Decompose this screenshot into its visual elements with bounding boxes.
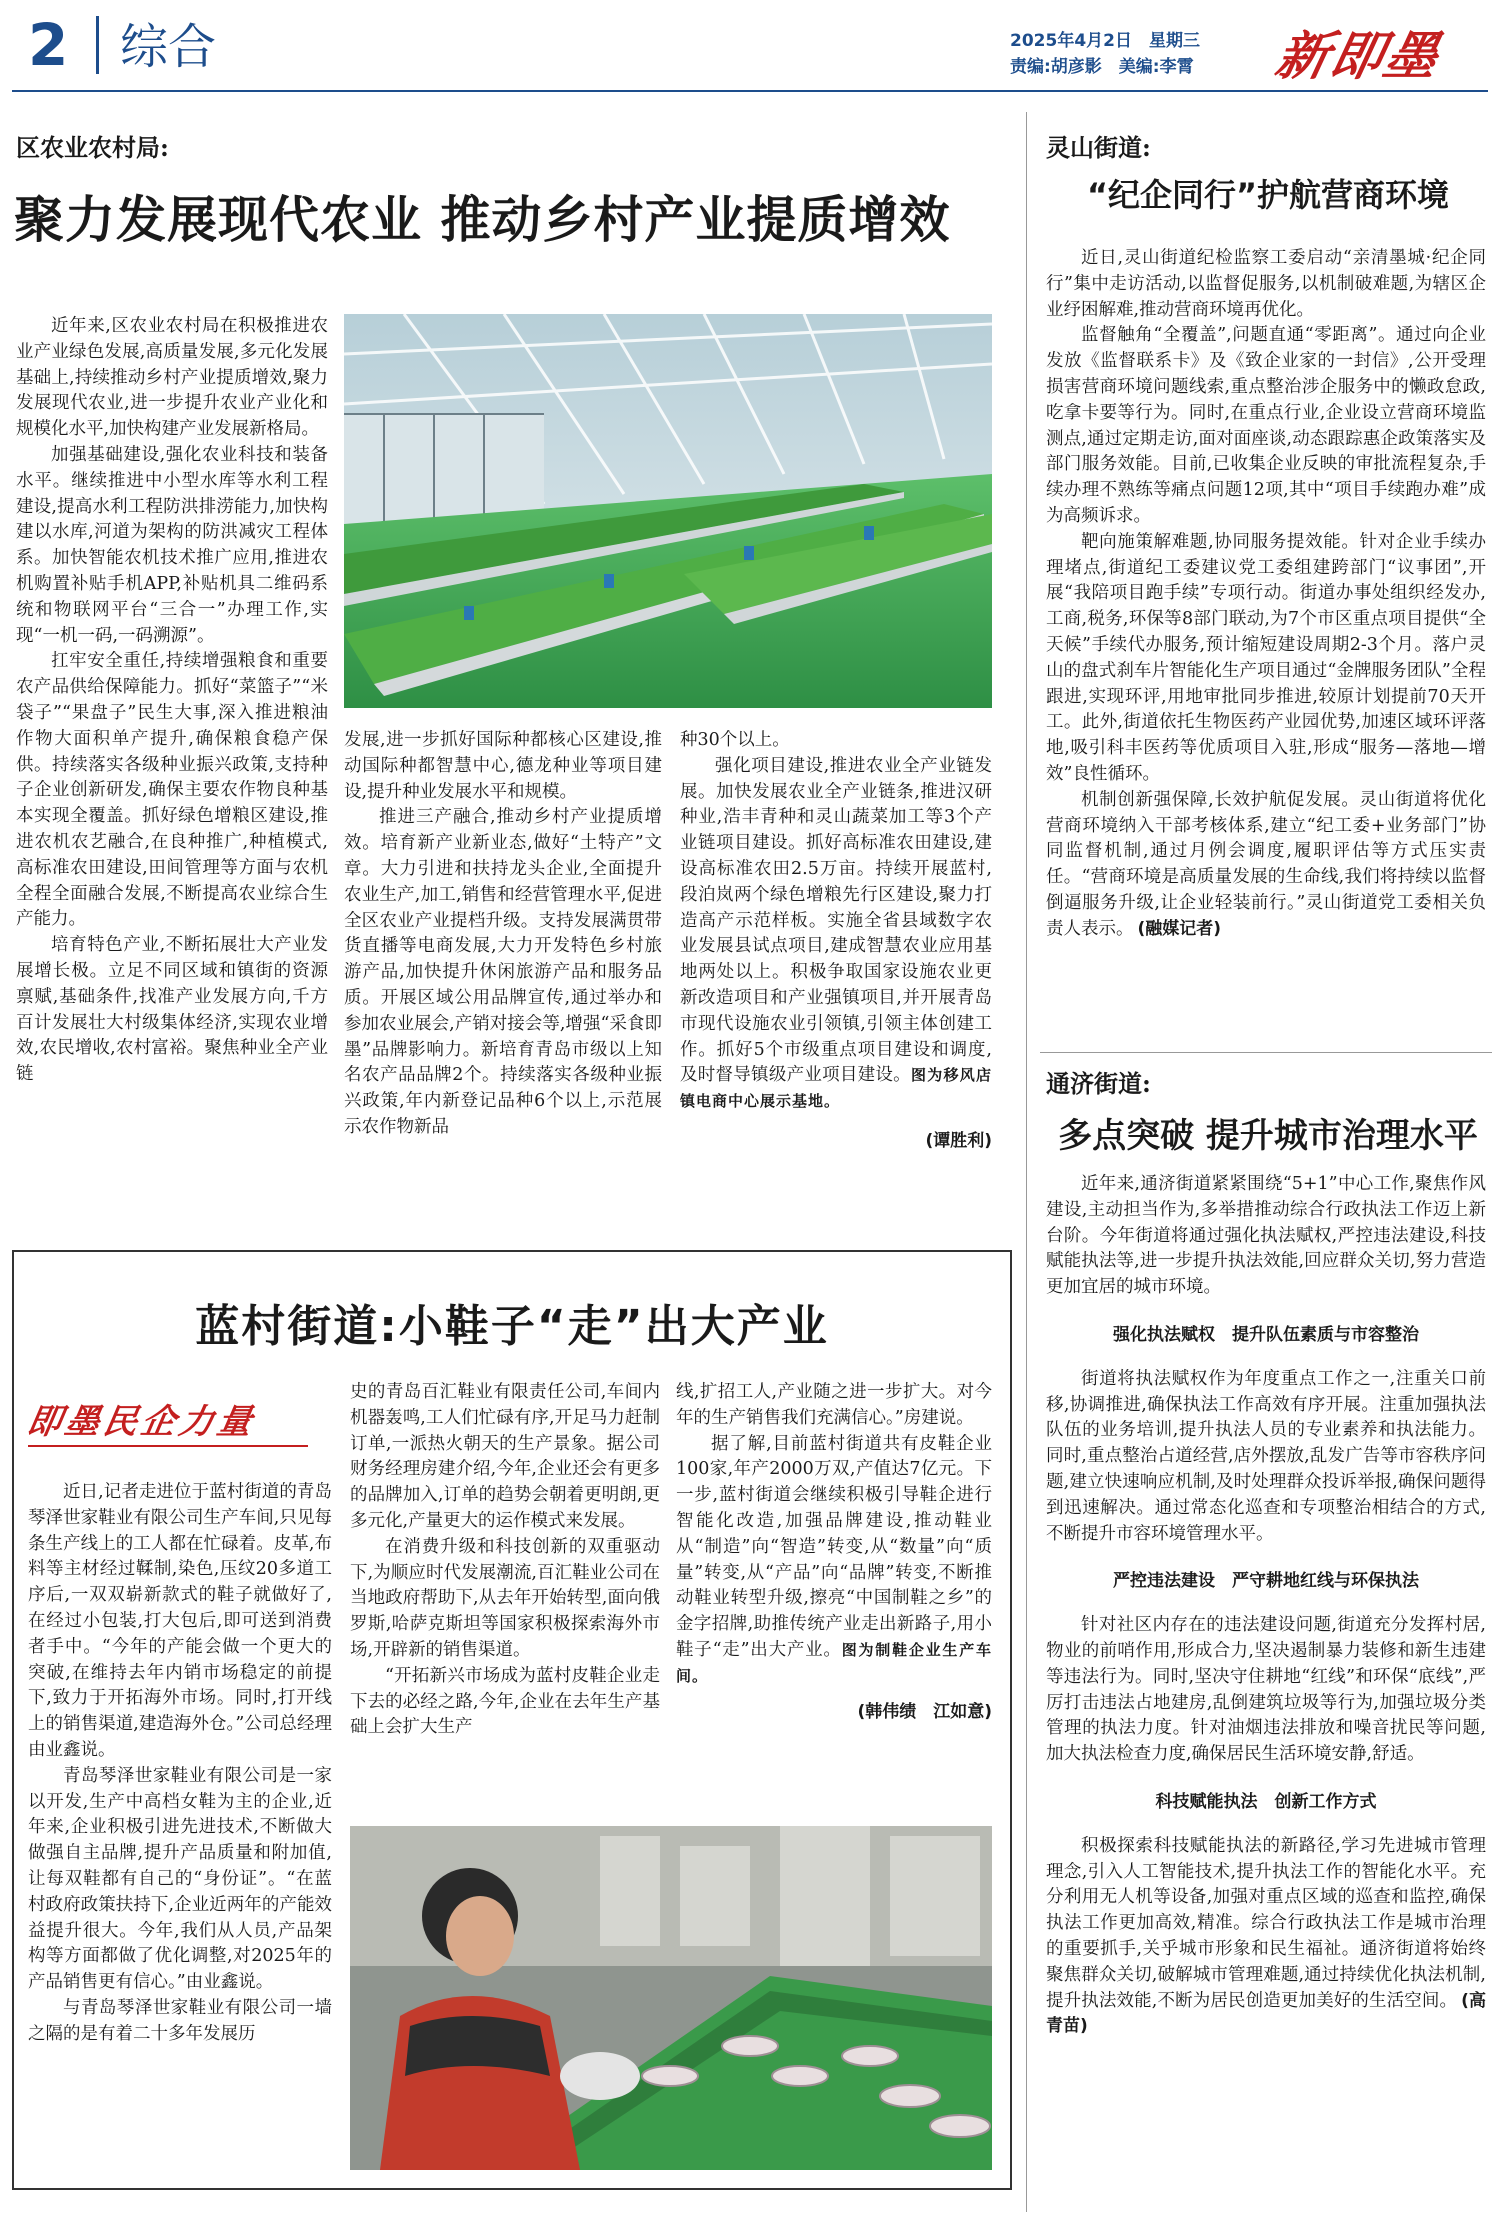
lead-col2-para: 推进三产融合,推动乡村产业提质增效。培育新产业新业态,做好“土特产”文章。大力引进和扶持龙头企业,全面提升农业生产,加工,销售和经营管理水平,促进全区农业产业提档升级。支持发展满贯带货直播等电商发展,大力开发特色乡村旅游产品,加快提升休闲旅游产品和服务品质。开展区域公用品牌宣传,通过举办和参加农业展会,产销对接会等,增强“采食即墨”品牌影响力。新培育青岛市级以上知名农产品品牌2个。持续落实各级种业振兴政策,年内新登记品种6个以上,示范展示农作物新品 — [344, 807, 662, 1137]
right-section-rule — [1040, 1052, 1492, 1053]
greenhouse-photo — [344, 314, 992, 708]
lead-headline: 聚力发展现代农业 推动乡村产业提质增效 — [14, 191, 951, 249]
feature-photo-caption: 图为制鞋企业生产车间。 — [676, 1640, 992, 1685]
right2-last-text: 积极探索科技赋能执法的新路径,学习先进城市管理理念,引入人工智能技术,提升执法工作的智能化水平。充分利用无人机等设备,加强对重点区域的巡查和监控,确保执法工作更加高效,精准。综合行政执法工作是城市治理的重要抓手,关乎城市形象和民生福祉。通济街道将始终聚焦群众关切,破解城市管理难题,通过持续优化执法机制,提升执法效能,不断为居民创造更加美好的生活空间。 — [1046, 1835, 1486, 2011]
right1-para — [1046, 788, 1486, 943]
masthead-rule — [12, 90, 1488, 92]
masthead — [0, 0, 1500, 90]
right2-kicker: 通济街道: — [1046, 1069, 1151, 1098]
lead-col1-para: 加强基础建设,强化农业科技和装备水平。继续推进中小型水库等水利工程建设,提高水利工程防洪排涝能力,加快构建以水库,河道为架构的防洪减灾工程体系。加快智能农机技术推广应用,推进农机购置补贴手机APP,补贴机具二维码系统和物联网平台“三合一”办理工作,实现“一机一码,一码溯源”。 — [16, 444, 328, 646]
feature-col1-para: 近日,记者走进位于蓝村街道的青岛琴泽世家鞋业有限公司生产车间,只见每条生产线上的工人都在忙碌着。皮革,布料等主材经过鞣制,染色,压纹20多道工序后,一双双崭新款式的鞋子就做好了,在经过小包装,打大包后,即可送到消费者手中。“今年的产能会做一个更大的突破,在维持去年内销市场稳定的前提下,致力于开拓海外市场。同时,打开线上的销售渠道,建造海外仓。”公司总经理由业鑫说。 — [28, 1482, 332, 1760]
feature-byline: (韩伟绩 江如意) — [857, 1701, 992, 1722]
right2-subhead: 严控违法建设 严守耕地红线与环保执法 — [1113, 1571, 1419, 1592]
lead-photo-caption: 图为移风店镇电商中心展示基地。 — [680, 1066, 992, 1111]
issue-date: 2025年4月2日 星期三 — [1010, 31, 1200, 51]
lead-col3-para: 种30个以上。 — [680, 730, 790, 750]
feature-col3-para: 线,扩招工人,产业随之进一步扩大。对今年的生产销售我们充满信心。”房建说。 — [676, 1382, 992, 1428]
right1-para: 监督触角“全覆盖”,问题直通“零距离”。通过向企业发放《监督联系卡》及《致企业家的一封信》,公开受理损害营商环境问题线索,重点整治涉企服务中的懒政怠政,吃拿卡要等行为。同时,在重点行业,企业设立营商环境监测点,通过定期走访,面对面座谈,动态跟踪惠企政策落实及部门服务效能。目前,已收集企业反映的审批流程复杂,手续办理不熟练等痛点问题12项,其中“项目手续跑办难”成为高频诉求。 — [1046, 325, 1486, 526]
feature-col1-para: 青岛琴泽世家鞋业有限公司是一家以开发,生产中高档女鞋为主的企业,近年来,企业积极引进先进技术,不断做大做强自主品牌,提升产品质量和附加值,让每双鞋都有自己的“身份证”。“在蓝村政府政策扶持下,企业近两年的产能效益提升很大。今年,我们从人员,产品架构等方面都做了优化调整,对2025年的产品销售更有信心。”由业鑫说。 — [28, 1765, 332, 1993]
lead-column-1 — [16, 314, 328, 1088]
lead-byline: (谭胜利) — [925, 1130, 992, 1151]
shoe-factory-photo — [350, 1826, 992, 2170]
right1-kicker: 灵山街道: — [1046, 133, 1151, 162]
column-logo-underline — [28, 1445, 308, 1447]
lead-column-2 — [344, 728, 662, 1141]
feature-col2-para: “开拓新兴市场成为蓝村皮鞋企业走下去的必经之路,今年,企业在去年生产基础上会扩大生产 — [350, 1665, 660, 1738]
feature-column-2-text — [350, 1380, 660, 1741]
right1-last-text: 机制创新强保障,长效护航促发展。灵山街道将优化营商环境纳入干部考核体系,建立“纪工委+业务部门”协同监督机制,通过月例会调度,履职评估等方式压实责任。“营商环境是高质量发展的生命线,我们将持续以监督倒逼服务升级,让企业轻装前行。”灵山街道党工委相关负责人表示。 — [1046, 789, 1486, 939]
right2-headline: 多点突破 提升城市治理水平 — [1058, 1116, 1478, 1156]
lead-col3-para — [680, 754, 992, 1115]
right1-byline: (融媒记者) — [1137, 918, 1222, 939]
lead-col3-text: 强化项目建设,推进农业全产业链发展。加快发展农业全产业链条,推进汉研种业,浩丰青种和灵山蔬菜加工等3个产业链项目建设。抓好高标准农田建设,建设高标准农田2.5万亩。持续开展蓝村,段泊岚两个绿色增粮先行区建设,聚力打造高产示范样板。实施全省县域数字农业发展县试点项目,建成智慧农业应用基地两处以上。积极争取国家设施农业更新改造项目和产业强镇项目,并开展青岛市现代设施农业引领镇,引领主体创建工作。抓好5个市级重点项目建设和调度,及时督导镇级产业项目建设。 — [680, 755, 992, 1086]
right2-body — [1046, 1172, 1486, 2040]
right2-intro: 近年来,通济街道紧紧围绕“5+1”中心工作,聚焦作风建设,主动担当作为,多举措推动综合行政执法工作迈上新台阶。今年街道将通过强化执法赋权,严控违法建设,科技赋能执法等,进一步提升执法效能,回应群众关切,努力营造更加宜居的城市环境。 — [1046, 1174, 1486, 1298]
lead-kicker: 区农业农村局: — [16, 133, 169, 162]
lead-col1-para: 近年来,区农业农村局在积极推进农业产业绿色发展,高质量发展,多元化发展基础上,持续推动乡村产业提质增效,聚力发展现代农业,进一步提升农业产业化和规模化水平,加快构建产业发展新格局。 — [16, 316, 328, 440]
feature-col1-para: 与青岛琴泽世家鞋业有限公司一墙之隔的是有着二十多年发展历 — [28, 1997, 332, 2044]
right2-section-text: 街道将执法赋权作为年度重点工作之一,注重关口前移,协调推进,确保执法工作高效有序开展。注重加强执法队伍的业务培训,提升执法人员的专业素养和执法能力。同时,重点整治占道经营,店外摆放,乱发广告等市容秩序问题,建立快速响应机制,及时处理群众投诉举报,确保问题得到迅速解决。通过常态化巡查和专项整治相结合的方式,不断提升市容环境管理水平。 — [1046, 1368, 1486, 1544]
feature-col2-para: 史的青岛百汇鞋业有限责任公司,车间内机器轰鸣,工人们忙碌有序,开足马力赶制订单,一派热火朝天的生产景象。据公司财务经理房建介绍,今年,企业还会有更多的品牌加入,订单的趋势会朝着更明朗,更多元化,产量更大的运作模式来发展。 — [350, 1382, 660, 1531]
newspaper-logo: 新即墨 — [1270, 26, 1446, 87]
feature-column-3 — [676, 1380, 992, 1725]
lead-col1-para: 培育特色产业,不断拓展壮大产业发展增长极。立足不同区域和镇街的资源禀赋,基础条件,找准产业发展方向,千方百计发展壮大村级集体经济,实现农业增效,农民增收,农村富裕。聚焦种业全产业链 — [16, 935, 328, 1085]
lead-col1-para: 扛牢安全重任,持续增强粮食和重要农产品供给保障能力。抓好“菜篮子”“米袋子”“果盘子”民生大事,深入推进粮油作物大面积单产提升,确保粮食稳产保供。持续落实各级种业振兴政策,支持种子企业创新研发,确保主要农作物良种基本实现全覆盖。抓好绿色增粮区建设,推进农机农艺融合,在良种推广,种植模式,高标准农田建设,田间管理等方面与农机全程全面融合发展,不断提高农业综合生产能力。 — [16, 651, 328, 930]
lead-column-3 — [680, 728, 992, 1155]
lead-col2-para: 发展,进一步抓好国际种都核心区建设,推动国际种都智慧中心,德龙种业等项目建设,提升种业发展水平和规模。 — [344, 730, 662, 802]
right2-section-text — [1046, 1834, 1486, 2040]
feature-headline: 蓝村街道:小鞋子“走”出大产业 — [195, 1301, 829, 1352]
column-divider — [1026, 112, 1027, 2212]
editors: 责编:胡彦影 美编:李霄 — [1010, 57, 1194, 77]
shoe-factory-illustration — [350, 1826, 992, 2170]
feature-col3-text: 据了解,目前蓝村街道共有皮鞋企业100家,年产2000万双,产值达7亿元。下一步,蓝村街道会继续积极引导鞋企进行智能化改造,加强品牌建设,推动鞋业从“制造”向“智造”转变,从“数量”向“质量”转变,从“产品”向“品牌”转变,不断推动鞋业转型升级,擦亮“中国制鞋之乡”的金字招牌,助推传统产业走出新路子,用小鞋子“走”出大产业。 — [676, 1433, 992, 1660]
right1-para: 靶向施策解难题,协同服务提效能。针对企业手续办理堵点,街道纪工委建议党工委组建跨部门“议事团”,开展“我陪项目跑手续”专项行动。街道办事处组织经发办,工商,税务,环保等8部门联动,为7个市区重点项目提供“全天候”手续代办服务,预计缩短建设周期2-3个月。落户灵山的盘式刹车片智能化生产项目通过“金牌服务团队”全程跟进,实现环评,用地审批同步推进,较原计划提前70天开工。此外,街道依托生物医药产业园优势,加速区域环评落地,吸引科丰医药等优质项目入驻,形成“服务—落地—增效”良性循环。 — [1046, 531, 1486, 784]
masthead-divider — [96, 16, 99, 74]
right2-subhead: 科技赋能执法 创新工作方式 — [1155, 1791, 1377, 1812]
right1-body — [1046, 246, 1486, 943]
right2-byline: (高青苗) — [1046, 1990, 1486, 2037]
section-title: 综合 — [120, 19, 217, 75]
feature-column-1 — [28, 1480, 332, 2048]
feature-col3-para — [676, 1432, 992, 1690]
right1-para: 近日,灵山街道纪检监察工委启动“亲清墨城·纪企同行”集中走访活动,以监督促服务,以机制破难题,为辖区企业纾困解难,推动营商环境再优化。 — [1046, 248, 1486, 320]
right1-headline: “纪企同行”护航营商环境 — [1086, 176, 1450, 214]
greenhouse-illustration — [344, 314, 992, 708]
page-number: 2 — [28, 11, 69, 79]
column-logo-text: 即墨民企力量 — [23, 1402, 259, 1442]
right2-subhead: 强化执法赋权 提升队伍素质与市容整治 — [1113, 1324, 1419, 1345]
column-logo — [23, 1394, 328, 1450]
feature-col2-para: 在消费升级和科技创新的双重驱动下,为顺应时代发展潮流,百汇鞋业公司在当地政府帮助下,从去年开始转型,面向俄罗斯,哈萨克斯坦等国家积极探索海外市场,开辟新的销售渠道。 — [350, 1536, 660, 1660]
right2-section-text: 针对社区内存在的违法建设问题,街道充分发挥村居,物业的前哨作用,形成合力,坚决遏制暴力装修和新生违建等违法行为。同时,坚决守住耕地“红线”和环保“底线”,严厉打击违法占地建房,乱倒建筑垃圾等行为,加强垃圾分类管理的执法力度。针对油烟违法排放和噪音扰民等问题,加大执法检查力度,确保居民生活环境安静,舒适。 — [1046, 1615, 1486, 1765]
